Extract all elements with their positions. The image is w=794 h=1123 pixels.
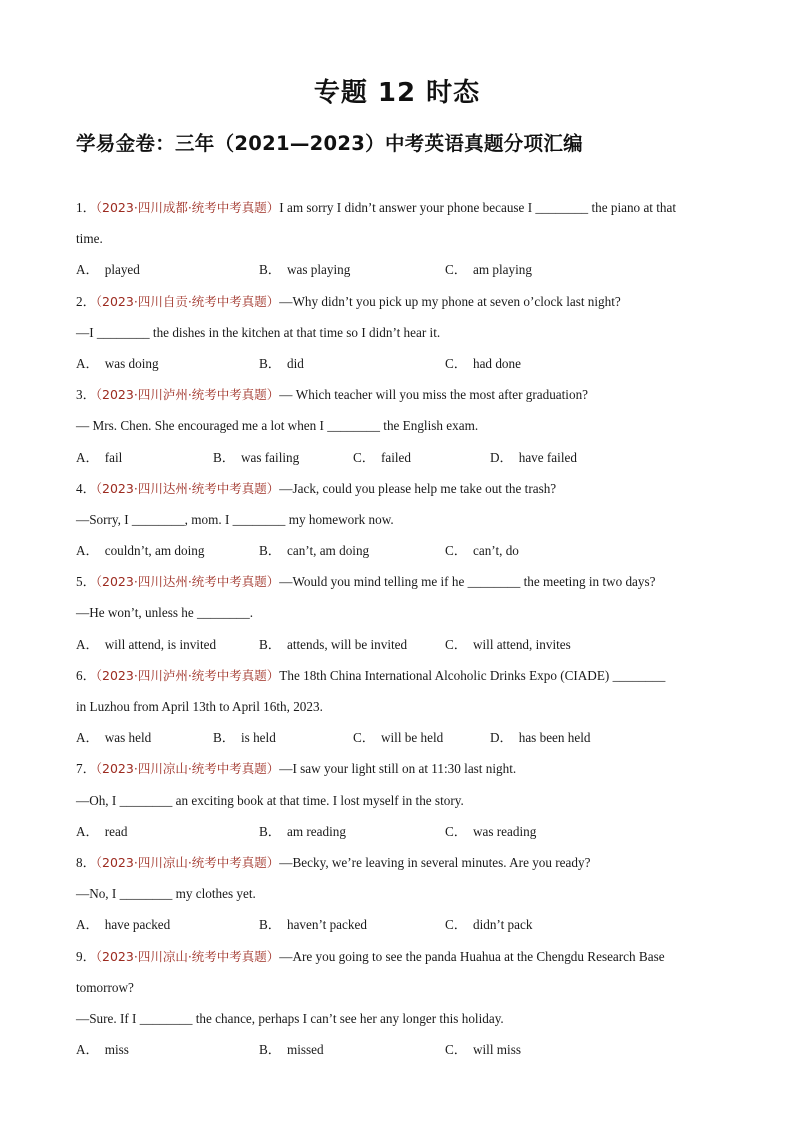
question-stem <box>76 379 726 410</box>
question-source: （2023·四川凉山·统考中考真题） <box>95 761 280 777</box>
option-letter: A． <box>76 262 99 278</box>
question-source: （2023·四川凉山·统考中考真题） <box>95 854 280 870</box>
question-text: time. <box>76 231 103 247</box>
answer-option[interactable] <box>76 909 170 940</box>
option-text: am playing <box>472 262 532 278</box>
option-text: was reading <box>472 823 537 839</box>
question-text: —I ________ the dishes in the kitchen at that time so I didn’t hear it. <box>76 324 441 340</box>
option-text: miss <box>104 1042 129 1058</box>
option-text: have failed <box>518 449 577 465</box>
option-letter: A． <box>76 823 99 839</box>
question-line <box>76 223 726 254</box>
question-text: — Mrs. Chen. She encouraged me a lot when I ________ the English exam. <box>76 418 479 434</box>
question-number: 2． <box>76 293 96 309</box>
option-letter: A． <box>76 636 99 652</box>
answer-option[interactable] <box>76 254 140 285</box>
option-text: will attend, invites <box>472 636 571 652</box>
option-text: have packed <box>104 917 171 933</box>
question-text: —Becky, we’re leaving in several minutes. Are you ready? <box>279 854 591 870</box>
question-8 <box>76 847 726 941</box>
page-subtitle: 学易金卷：三年（2021—2023）中考英语真题分项汇编 <box>76 132 583 155</box>
question-text: The 18th China International Alcoholic Drinks Expo (CIADE) ________ <box>279 667 666 683</box>
option-letter: B． <box>259 355 281 371</box>
option-text: can’t, am doing <box>286 543 370 559</box>
question-9 <box>76 941 726 1066</box>
question-5 <box>76 566 726 660</box>
answer-option[interactable] <box>490 442 577 473</box>
question-2 <box>76 286 726 380</box>
question-4 <box>76 473 726 567</box>
answer-option[interactable] <box>445 629 571 660</box>
question-text: —I saw your light still on at 11:30 last night. <box>279 761 517 777</box>
question-list <box>76 192 726 1065</box>
question-text: tomorrow? <box>76 979 134 995</box>
option-letter: D． <box>490 730 513 746</box>
answer-option[interactable] <box>445 816 536 847</box>
answer-option[interactable] <box>76 816 127 847</box>
option-letter: C． <box>353 730 375 746</box>
answer-option[interactable] <box>76 348 159 379</box>
option-text: was playing <box>286 262 351 278</box>
answer-options <box>76 348 726 379</box>
option-text: is held <box>240 730 276 746</box>
answer-option[interactable] <box>353 722 443 753</box>
question-line <box>76 317 726 348</box>
answer-options <box>76 629 726 660</box>
question-text: —Oh, I ________ an exciting book at that time. I lost myself in the story. <box>76 792 464 808</box>
option-text: will attend, is invited <box>104 636 217 652</box>
answer-option[interactable] <box>76 629 216 660</box>
option-text: fail <box>104 449 123 465</box>
question-text: in Luzhou from April 13th to April 16th, 2023. <box>76 699 323 714</box>
answer-option[interactable] <box>76 1034 129 1065</box>
option-letter: C． <box>445 917 467 933</box>
answer-option[interactable] <box>490 722 591 753</box>
question-text: —No, I ________ my clothes yet. <box>76 886 256 902</box>
question-stem <box>76 753 726 784</box>
question-number: 1． <box>76 200 96 215</box>
option-text: missed <box>286 1042 324 1058</box>
answer-option[interactable] <box>259 1034 324 1065</box>
answer-options <box>76 535 726 566</box>
option-text: played <box>104 262 140 278</box>
option-text: was held <box>104 730 152 746</box>
option-letter: B． <box>259 262 281 278</box>
answer-option[interactable] <box>259 816 346 847</box>
option-text: failed <box>380 449 412 465</box>
answer-option[interactable] <box>353 442 411 473</box>
question-7 <box>76 753 726 847</box>
option-letter: C． <box>353 449 375 465</box>
question-1 <box>76 192 726 286</box>
option-letter: A． <box>76 730 99 746</box>
question-number: 3． <box>76 387 96 403</box>
option-letter: D． <box>490 449 513 465</box>
question-text: —Sure. If I ________ the chance, perhaps I can’t see her any longer this holiday. <box>76 1010 504 1026</box>
question-source: （2023·四川泸州·统考中考真题） <box>95 387 280 403</box>
question-text: —Sorry, I ________, mom. I ________ my homework now. <box>76 511 394 527</box>
option-text: did <box>286 355 304 371</box>
option-letter: B． <box>259 636 281 652</box>
question-3 <box>76 379 726 473</box>
option-letter: A． <box>76 1042 99 1058</box>
answer-option[interactable] <box>445 348 521 379</box>
answer-options <box>76 816 726 847</box>
option-letter: A． <box>76 355 99 371</box>
option-letter: B． <box>213 730 235 746</box>
question-text: — Which teacher will you miss the most after graduation? <box>279 387 589 403</box>
question-stem <box>76 941 726 972</box>
answer-option[interactable] <box>445 254 532 285</box>
answer-options <box>76 722 726 753</box>
answer-option[interactable] <box>259 629 407 660</box>
question-stem <box>76 660 726 691</box>
option-letter: C． <box>445 262 467 278</box>
question-stem <box>76 286 726 317</box>
answer-option[interactable] <box>445 909 532 940</box>
question-line <box>76 878 726 909</box>
answer-option[interactable] <box>259 535 369 566</box>
option-letter: C． <box>445 636 467 652</box>
question-text: I am sorry I didn’t answer your phone because I ________ the piano at that <box>279 200 677 215</box>
question-source: （2023·四川自贡·统考中考真题） <box>95 293 280 309</box>
option-text: didn’t pack <box>472 917 533 933</box>
option-letter: C． <box>445 823 467 839</box>
option-letter: B． <box>259 823 281 839</box>
question-source: （2023·四川达州·统考中考真题） <box>95 574 280 590</box>
option-letter: A． <box>76 543 99 559</box>
page-title: 专题 12 时态 <box>313 78 481 108</box>
question-line <box>76 972 726 1003</box>
question-line <box>76 785 726 816</box>
answer-option[interactable] <box>259 254 350 285</box>
option-text: haven’t packed <box>286 917 367 933</box>
option-letter: A． <box>76 917 99 933</box>
question-text: —Jack, could you please help me take out the trash? <box>279 480 557 496</box>
option-text: attends, will be invited <box>286 636 408 652</box>
option-letter: B． <box>259 543 281 559</box>
question-text: —He won’t, unless he ________. <box>76 605 254 621</box>
question-number: 6． <box>76 667 96 683</box>
answer-option[interactable] <box>445 1034 521 1065</box>
answer-options <box>76 1034 726 1065</box>
question-source: （2023·四川达州·统考中考真题） <box>95 480 280 496</box>
option-letter: B． <box>259 1042 281 1058</box>
question-number: 7． <box>76 761 96 777</box>
question-line <box>76 691 726 722</box>
option-text: couldn’t, am doing <box>104 543 205 559</box>
option-text: am reading <box>286 823 346 839</box>
question-line <box>76 597 726 628</box>
question-stem <box>76 566 726 597</box>
question-source: （2023·四川凉山·统考中考真题） <box>95 948 280 964</box>
question-stem <box>76 473 726 504</box>
question-text: —Would you mind telling me if he ________ the meeting in two days? <box>279 574 656 590</box>
option-letter: C． <box>445 543 467 559</box>
answer-options <box>76 254 726 285</box>
question-number: 4． <box>76 480 96 496</box>
answer-options <box>76 442 726 473</box>
question-line <box>76 1003 726 1034</box>
option-letter: B． <box>259 917 281 933</box>
option-text: was doing <box>104 355 159 371</box>
answer-option[interactable] <box>76 442 122 473</box>
question-stem <box>76 847 726 878</box>
question-number: 5． <box>76 574 96 590</box>
option-letter: C． <box>445 355 467 371</box>
question-6 <box>76 660 726 754</box>
option-text: was failing <box>240 449 300 465</box>
option-text: read <box>104 823 128 839</box>
question-number: 9． <box>76 948 96 964</box>
answer-option[interactable] <box>213 722 276 753</box>
option-letter: A． <box>76 449 99 465</box>
question-stem <box>76 192 726 223</box>
answer-option[interactable] <box>76 722 151 753</box>
answer-option[interactable] <box>76 535 204 566</box>
question-number: 8． <box>76 854 96 870</box>
answer-option[interactable] <box>445 535 519 566</box>
answer-option[interactable] <box>259 909 367 940</box>
option-text: will miss <box>472 1042 521 1058</box>
answer-option[interactable] <box>213 442 299 473</box>
option-letter: B． <box>213 449 235 465</box>
question-source: （2023·四川成都·统考中考真题） <box>95 200 280 215</box>
question-line <box>76 504 726 535</box>
question-line <box>76 410 726 441</box>
question-text: —Why didn’t you pick up my phone at seven o’clock last night? <box>279 293 621 309</box>
option-text: has been held <box>518 730 591 746</box>
answer-option[interactable] <box>259 348 304 379</box>
option-text: had done <box>472 355 521 371</box>
question-text: —Are you going to see the panda Huahua at the Chengdu Research Base <box>279 948 665 964</box>
answer-options <box>76 909 726 940</box>
option-text: can’t, do <box>472 543 519 559</box>
option-text: will be held <box>380 730 444 746</box>
question-source: （2023·四川泸州·统考中考真题） <box>95 667 280 683</box>
option-letter: C． <box>445 1042 467 1058</box>
